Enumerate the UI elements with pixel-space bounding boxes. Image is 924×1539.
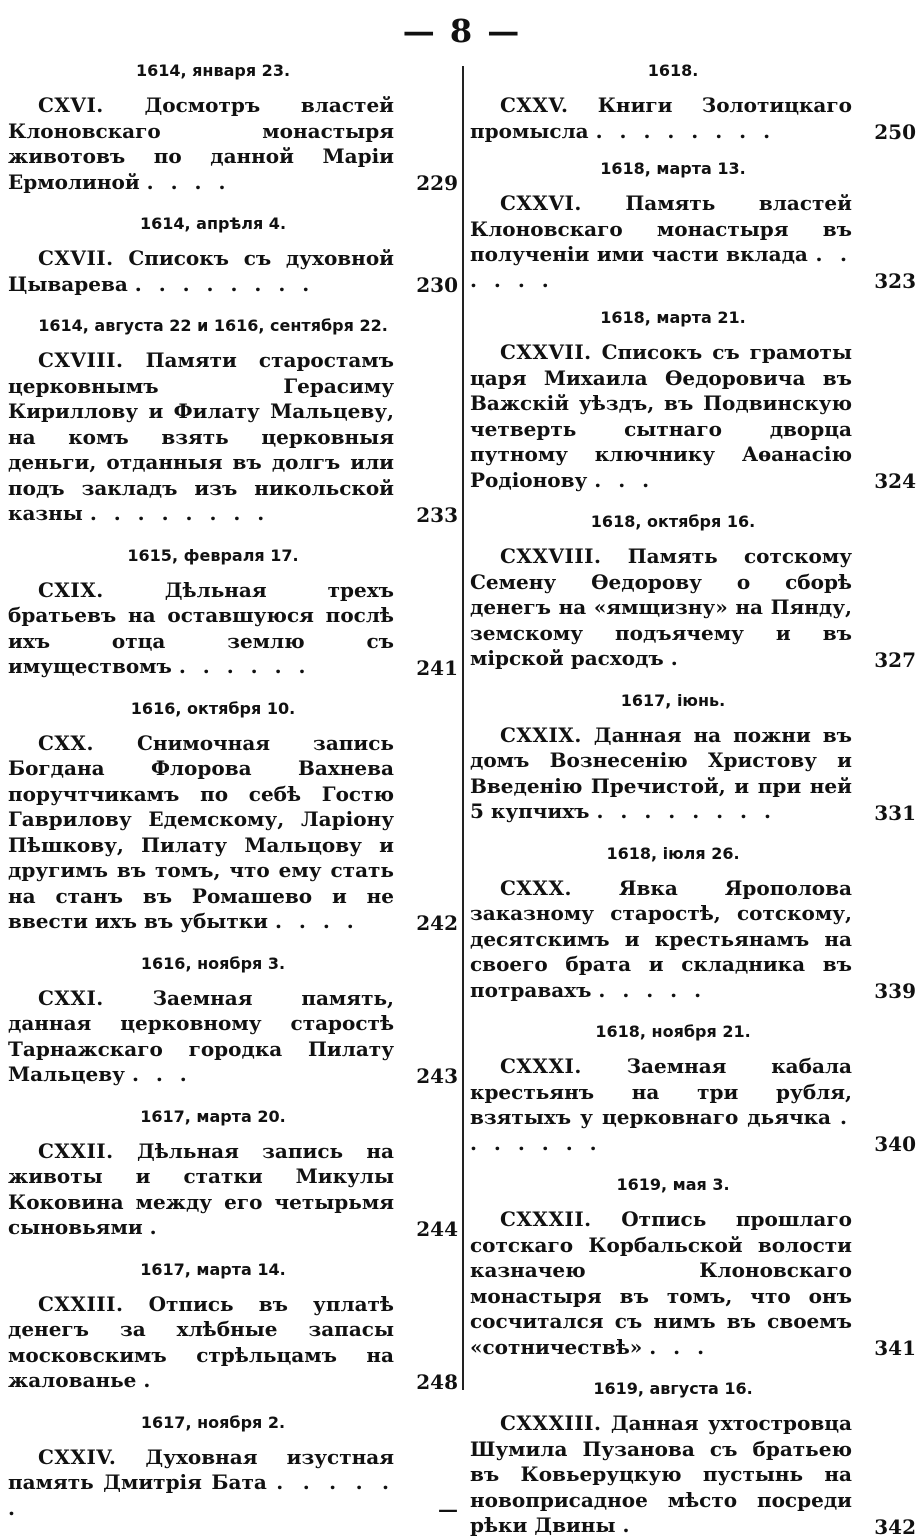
entry-date: 1618, марта 13.: [600, 159, 746, 178]
entry-title: Отпись прошлаго сотскаго Корбальской волости казначею Клоновскаго монастыря въ томъ, что онъ сосчитался съ нимъ въ своемъ «сотничествѣ»: [470, 1207, 852, 1359]
toc-entry: [470, 158, 916, 293]
entry-page-number: 340: [874, 1132, 916, 1156]
leader-dots: . . . . . . . .: [595, 118, 776, 143]
entry-date: 1614, апрѣля 4.: [139, 214, 287, 233]
entry-page-number: 324: [874, 469, 916, 493]
entry-title: Заемная память, данная церковному старостѣ Тарнажскаго городка Пилату Мальцеву: [8, 985, 394, 1086]
leader-dots: . . . .: [274, 909, 359, 933]
entry-title: Досмотръ властей Клоновскаго монастыря животовъ по данной Марiи Ермолиной: [8, 93, 394, 194]
entry-numeral: CXX.: [38, 730, 94, 755]
right-column: [470, 60, 916, 1539]
entry-title: Книги Золотицкаго промысла: [470, 93, 852, 143]
entry-date: 1617, ноября 2.: [140, 1412, 286, 1432]
entry-numeral: CXXI.: [38, 985, 104, 1010]
leader-dots: . . . .: [146, 169, 231, 194]
toc-entry: [8, 1412, 458, 1522]
entry-text: [8, 578, 458, 680]
entry-page-number: 331: [874, 800, 916, 825]
entry-date: 1617, марта 14.: [140, 1259, 286, 1279]
entry-numeral: CXXVIII.: [500, 544, 602, 568]
toc-entry: [470, 1378, 916, 1539]
entry-page-number: 323: [874, 269, 916, 293]
entry-text: [8, 1445, 458, 1522]
entry-title: Заемная кабала крестьянъ на три рубля, взятыхъ у церковнаго дьячка: [470, 1054, 852, 1129]
entry-numeral: CXVIII.: [38, 348, 124, 372]
entry-date: 1616, октября 10.: [130, 698, 296, 718]
entry-page-number: —: [438, 1497, 458, 1521]
entry-title: Данная на пожни въ домъ Вознесенiю Христову и Введенiю Пречистой, и при ней 5 купчихъ: [470, 722, 853, 823]
entry-title: Память властей Клоновскаго монастыря въ полученiи ими части вклада: [470, 191, 852, 266]
entry-page-number: 242: [416, 910, 458, 935]
entry-date: 1617, iюнь.: [620, 690, 726, 710]
toc-entry: [470, 843, 916, 1004]
entry-text: [470, 191, 916, 293]
entry-numeral: CXVI.: [38, 93, 104, 117]
entry-page-number: 248: [416, 1369, 458, 1394]
entry-text: [8, 986, 458, 1088]
entry-title: Данная ухтостровца Шумила Пузанова съ братьею въ Ковьеруцкую пустынь на новоприсадное мѣсто посреди рѣки Двины: [470, 1411, 853, 1537]
entry-text: [470, 340, 916, 493]
toc-entry: [8, 545, 458, 680]
entry-numeral: CXVII.: [38, 246, 114, 270]
entry-title: Снимочная запись Богдана Флорова Вахнева поручтчикамъ по себѣ Гостю Гаврилову Едемскому, Ларiону Пѣшкову, Пилату Мальцову и другимъ въ томъ, что ему стать на станъ въ Ромашево и не ввести ихъ въ убытки: [8, 730, 395, 933]
toc-entry: [470, 1174, 916, 1360]
entry-numeral: CXXVI.: [500, 191, 582, 215]
entry-title: Память сотскому Семену Ѳедорову о сборѣ денегъ на «ямщизну» на Пянду, земскому подъячему и въ мiрской расходъ: [470, 544, 852, 670]
toc-entry: [8, 213, 458, 297]
entry-page-number: 342: [874, 1514, 916, 1539]
toc-entry: [8, 1106, 458, 1241]
entry-date: 1616, ноября 3.: [140, 953, 286, 973]
entry-text: [8, 1292, 458, 1394]
entry-text: [470, 876, 916, 1004]
page-number: — 8 —: [402, 12, 522, 50]
entry-title: Явка Ярополова заказному старостѣ, сотскому, десятскимъ и крестьянамъ на своего брата и складника въ потравахъ: [470, 875, 853, 1002]
entry-title: Дѣльная запись на животы и статки Микулы Коковина между его четырьмя сыновьями: [8, 1138, 394, 1239]
entry-page-number: 341: [874, 1336, 916, 1360]
toc-entry: [470, 1021, 916, 1156]
entry-page-number: 243: [416, 1063, 458, 1088]
leader-dots: . . . . . . .: [470, 1105, 852, 1155]
toc-entry: [8, 1259, 458, 1394]
entry-date: 1618, ноября 21.: [595, 1022, 751, 1041]
entry-title: Памяти старостамъ церковнымъ Герасиму Кириллову и Филату Мальцеву, на комъ взять церковныя деньги, отданныя въ долгъ или подъ закладъ изъ никольской казны: [8, 348, 395, 525]
entry-numeral: CXXV.: [500, 93, 569, 117]
entry-date: 1618.: [647, 61, 699, 80]
leader-dots: . . . . . .: [8, 1470, 395, 1520]
entry-title: Списокъ съ грамоты царя Михаила Ѳедоровича въ Важскiй уѣздъ, въ Подвинскую четверть сытнаго дворца путному ключнику Аѳанасiю Родiонову: [470, 340, 852, 492]
entry-date: 1617, марта 20.: [140, 1106, 286, 1126]
entry-text: [8, 348, 458, 527]
entry-numeral: CXXXIII.: [500, 1411, 602, 1435]
left-column: [8, 60, 458, 1521]
entry-page-number: 233: [416, 502, 458, 527]
entry-date: 1614, января 23.: [135, 61, 291, 80]
entry-numeral: CXXX.: [500, 875, 572, 900]
entry-text: [8, 1139, 458, 1241]
entry-page-number: 241: [416, 655, 458, 680]
entry-title: Отпись въ уплатѣ денегъ за хлѣбные запасы московскимъ стрѣльцамъ на жалованье: [8, 1291, 394, 1392]
entry-date: 1618, октября 16.: [590, 512, 756, 531]
leader-dots: . . .: [594, 467, 655, 492]
entry-numeral: CXXXI.: [500, 1054, 582, 1078]
entry-title: Дѣльная трехъ братьевъ на оставшуюся послѣ ихъ отца землю съ имуществомъ: [8, 577, 394, 678]
entry-numeral: CXXII.: [38, 1138, 114, 1163]
entry-date: 1619, августа 16.: [593, 1379, 753, 1398]
toc-entry: [8, 60, 458, 195]
entry-text: [8, 93, 458, 195]
entry-text: [470, 1411, 916, 1539]
leader-dots: . . . . . .: [178, 654, 311, 678]
entry-text: [470, 1207, 916, 1360]
leader-dots: . . . . . . . .: [596, 799, 776, 823]
entry-date: 1619, мая 3.: [616, 1175, 730, 1194]
entry-title: Списокъ съ духовной Цыварева: [8, 246, 394, 296]
entry-numeral: CXXIV.: [38, 1444, 117, 1469]
entry-text: [470, 544, 916, 672]
entry-text: [8, 246, 458, 297]
entry-numeral: CXXIII.: [38, 1291, 124, 1316]
entry-text: [470, 93, 916, 144]
entry-date: 1615, февраля 17.: [127, 545, 299, 565]
leader-dots: . . . . . .: [470, 242, 852, 292]
entry-numeral: CXXVII.: [500, 340, 592, 364]
entry-page-number: 244: [416, 1216, 458, 1241]
column-divider: [462, 66, 464, 1390]
toc-entry: [470, 690, 916, 825]
entry-date: 1618, марта 21.: [600, 308, 746, 327]
leader-dots: . . . . . . . .: [89, 501, 270, 525]
toc-entry: [470, 60, 916, 144]
entry-page-number: 327: [874, 647, 916, 672]
toc-entry: [8, 953, 458, 1088]
leader-dots: .: [622, 1513, 635, 1537]
entry-page-number: 339: [874, 979, 916, 1003]
leader-dots: .: [149, 1215, 162, 1239]
entry-numeral: CXXIX.: [500, 722, 582, 747]
entry-text: [470, 1054, 916, 1156]
entry-date: 1614, августа 22 и 1616, сентября 22.: [38, 316, 388, 335]
toc-entry: [470, 307, 916, 493]
entry-numeral: CXXXII.: [500, 1207, 592, 1231]
entry-text: [8, 731, 458, 935]
leader-dots: . . . . .: [598, 977, 707, 1002]
entry-page-number: 229: [416, 171, 458, 195]
entry-page-number: 230: [416, 273, 458, 297]
toc-entry: [8, 315, 458, 527]
leader-dots: . . . . . . . .: [134, 271, 315, 296]
entry-text: [470, 723, 916, 825]
leader-dots: .: [143, 1368, 156, 1392]
entry-date: 1618, iюля 26.: [606, 843, 740, 863]
leader-dots: . . .: [131, 1062, 192, 1086]
toc-entry: [8, 698, 458, 935]
leader-dots: . . .: [649, 1334, 710, 1359]
entry-title: Духовная изустная память Дмитрiя Бата: [8, 1444, 394, 1494]
entry-numeral: CXIX.: [38, 577, 104, 602]
entry-page-number: 250: [874, 120, 916, 144]
leader-dots: .: [670, 646, 683, 670]
toc-entry: [470, 511, 916, 672]
